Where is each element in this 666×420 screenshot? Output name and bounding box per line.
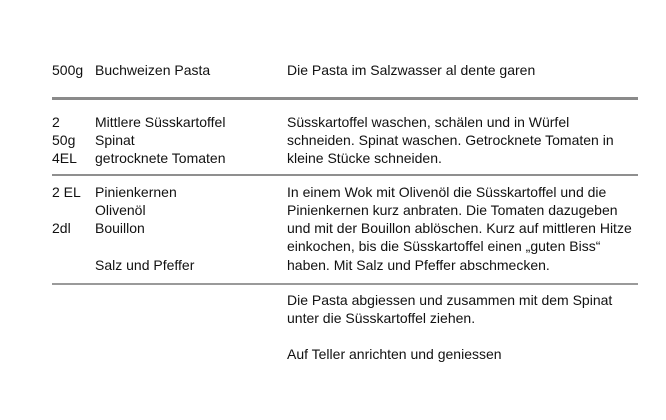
section-divider <box>52 174 638 176</box>
ingredient-qty: 2 EL <box>52 184 81 200</box>
step-text-line: schneiden. Spinat waschen. Getrocknete Tomaten in <box>287 132 614 148</box>
ingredient-name: Spinat <box>95 132 135 148</box>
ingredient-name: Buchweizen Pasta <box>95 62 211 78</box>
ingredient-name: Bouillon <box>95 220 145 236</box>
ingredient-name: Pinienkernen <box>95 184 177 200</box>
step-text-line: unter die Süsskartoffel ziehen. <box>287 310 476 326</box>
ingredient-name: Mittlere Süsskartoffel <box>95 114 226 130</box>
ingredient-qty: 50g <box>52 132 76 148</box>
ingredient-name: getrocknete Tomaten <box>95 150 226 166</box>
step-text-line: Süsskartoffel waschen, schälen und in Würfel <box>287 114 570 130</box>
step-text-line: In einem Wok mit Olivenöl die Süsskartoffel und die <box>287 184 607 200</box>
step-text-line: Die Pasta im Salzwasser al dente garen <box>287 62 536 78</box>
ingredient-qty: 500g <box>52 62 84 78</box>
step-text-line: Die Pasta abgiessen und zusammen mit dem Spinat <box>287 292 613 308</box>
section-divider <box>52 97 638 100</box>
section-divider <box>52 283 638 285</box>
step-text-line: haben. Mit Salz und Pfeffer abschmecken. <box>287 257 550 273</box>
ingredient-qty: 2dl <box>52 220 71 236</box>
ingredient-qty: 2 <box>52 114 60 130</box>
step-text-line: und mit der Bouillon ablöschen. Kurz auf mittleren Hitze <box>287 220 632 236</box>
ingredient-name: Olivenöl <box>95 202 146 218</box>
step-text-line: Pinienkernen kurz anbraten. Die Tomaten dazugeben <box>287 202 618 218</box>
ingredient-name: Salz und Pfeffer <box>95 257 195 273</box>
step-text-line: Auf Teller anrichten und geniessen <box>287 346 502 362</box>
step-text-line: einkochen, bis die Süsskartoffel einen „guten Biss“ <box>287 238 601 254</box>
step-text-line: kleine Stücke schneiden. <box>287 150 442 166</box>
ingredient-qty: 4EL <box>52 150 77 166</box>
